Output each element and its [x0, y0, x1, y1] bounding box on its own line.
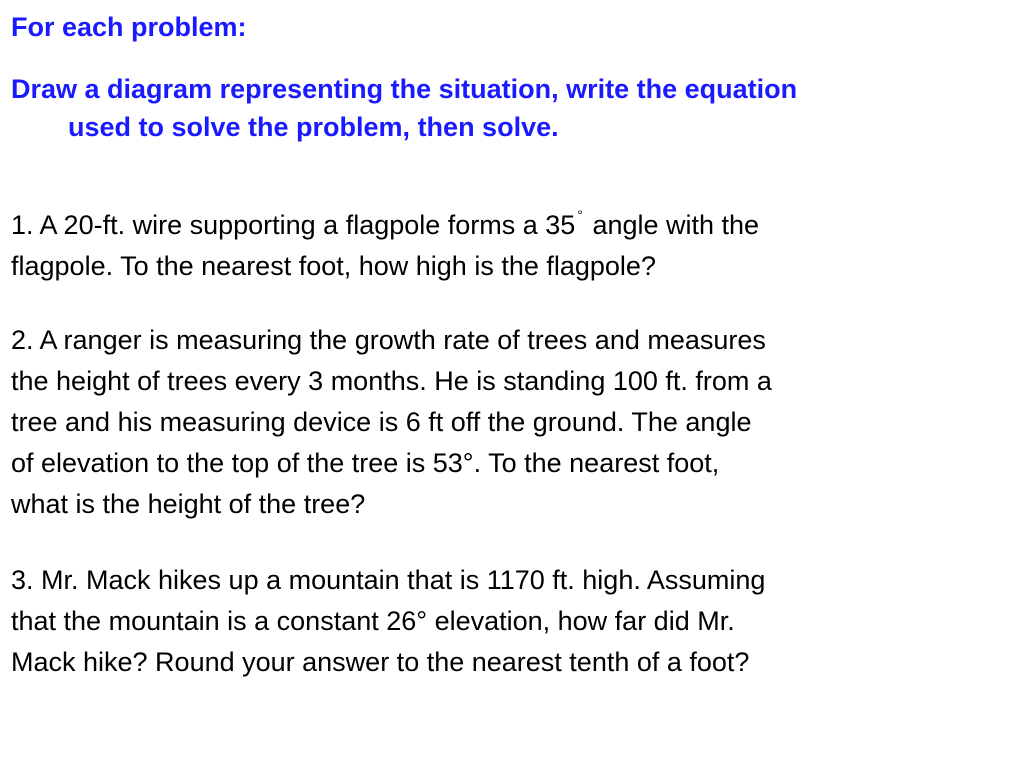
instructions-line-2: used to solve the problem, then solve. [68, 112, 559, 142]
problem-2-line-1: 2. A ranger is measuring the growth rate of trees and measures [11, 325, 766, 355]
problem-1-line-2: flagpole. To the nearest foot, how high is the flagpole? [11, 251, 656, 281]
slide-heading: For each problem: [11, 12, 247, 42]
problem-3-line-2: that the mountain is a constant 26° elevation, how far did Mr. [11, 606, 735, 636]
problem-3 [11, 560, 1016, 683]
problem-3-line-1: 3. Mr. Mack hikes up a mountain that is 1170 ft. high. Assuming [11, 565, 766, 595]
problem-3-line-3: Mack hike? Round your answer to the nearest tenth of a foot? [11, 647, 750, 677]
problem-2-line-3: tree and his measuring device is 6 ft off the ground. The angle [11, 407, 752, 437]
problem-2-line-4: of elevation to the top of the tree is 53°. To the nearest foot, [11, 448, 720, 478]
problem-2 [11, 320, 1016, 525]
degree-symbol: ° [577, 207, 583, 223]
problem-2-line-5: what is the height of the tree? [11, 489, 366, 519]
problem-1-text-a: 1. A 20-ft. wire supporting a flagpole forms a 35 [11, 210, 576, 240]
problem-1-text-b: angle with the [584, 210, 760, 240]
instructions-line-1: Draw a diagram representing the situation, write the equation [11, 74, 798, 104]
instructions-text [11, 70, 1016, 146]
problem-1-line-1 [11, 195, 1016, 246]
problem-2-line-2: the height of trees every 3 months. He is standing 100 ft. from a [11, 366, 772, 396]
problem-1 [11, 195, 1016, 287]
